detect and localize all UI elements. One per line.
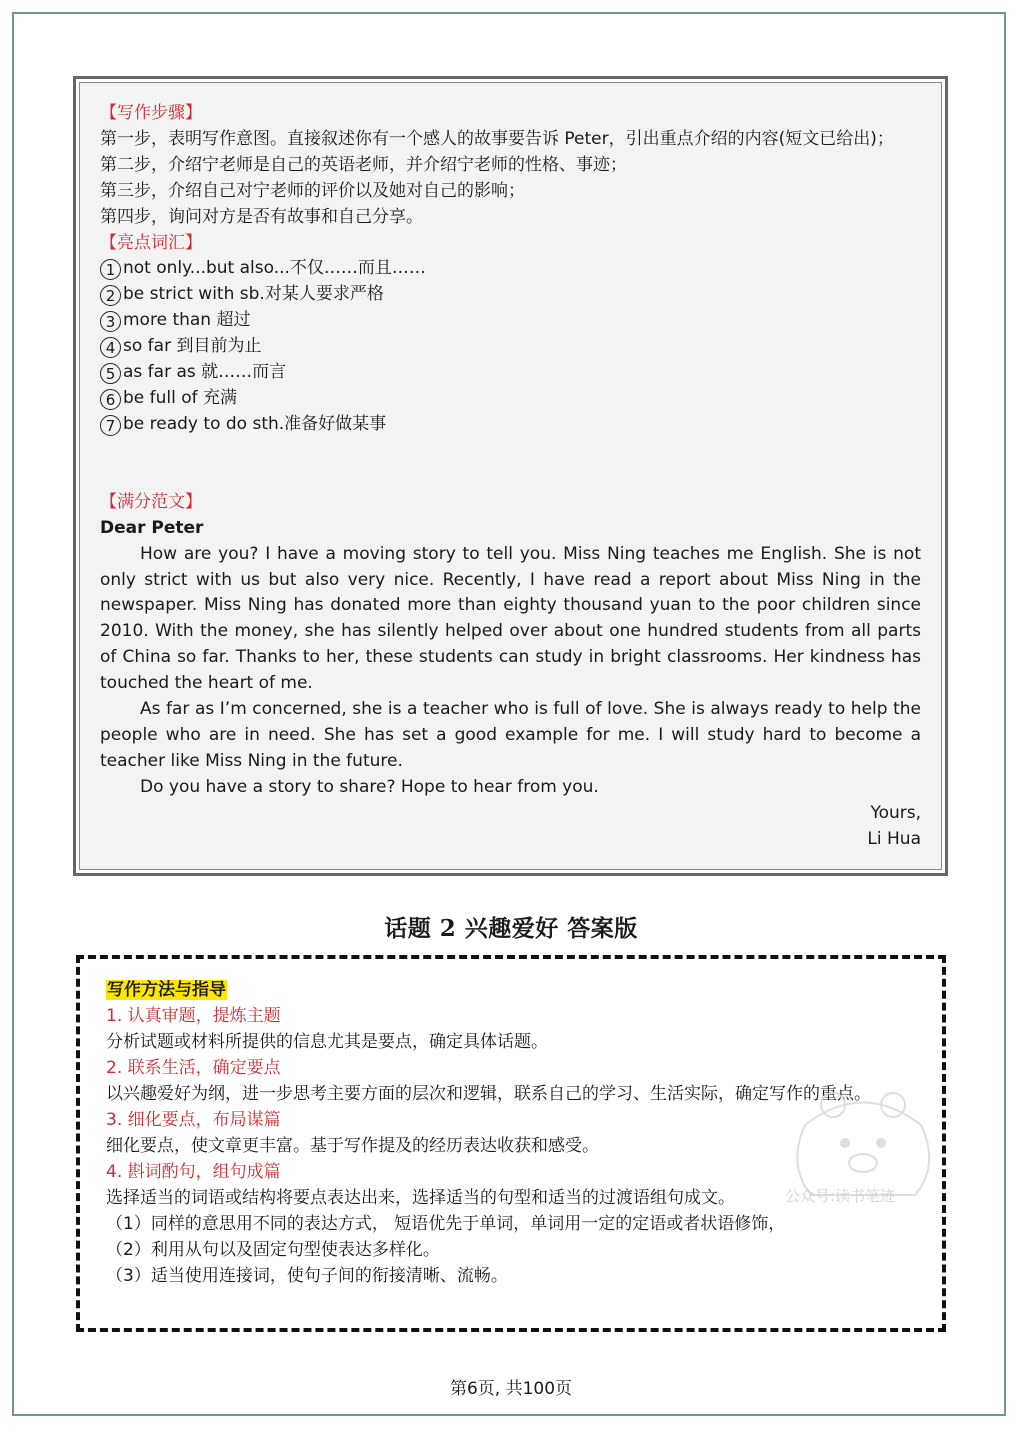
vocab-text: be strict with sb.对某人要求严格: [123, 284, 384, 305]
step-3: 第三步，介绍自己对宁老师的评价以及她对自己的影响；: [100, 180, 525, 201]
vocab-text: so far 到目前为止: [123, 336, 262, 357]
circled-number: 6: [100, 389, 121, 410]
method-heading: 3. 细化要点，布局谋篇: [106, 1110, 281, 1130]
vocab-item: [100, 256, 921, 282]
steps-header: 【写作步骤】: [100, 103, 202, 123]
method-body: 以兴趣爱好为纲，进一步思考主要方面的层次和逻辑，联系自己的学习、生活实际，确定写作的重点。: [106, 1084, 871, 1104]
step-1: 第一步，表明写作意图。直接叙述你有一个感人的故事要告诉 Peter，引出重点介绍的内容(短文已给出)；: [100, 128, 894, 149]
vocab-item: [100, 386, 921, 412]
vocab-item: [100, 282, 921, 308]
circled-number: 2: [100, 285, 121, 306]
essay-header: 【满分范文】: [100, 491, 202, 512]
essay-closing: Yours,: [870, 802, 921, 823]
method-body: 选择适当的词语或结构将要点表达出来，选择适当的句型和适当的过渡语组句成文。: [106, 1188, 735, 1208]
writing-guide-box: [73, 76, 948, 876]
page-number: 第6页, 共100页: [449, 1379, 573, 1399]
circled-number: 3: [100, 311, 121, 332]
vocab-text: more than 超过: [123, 310, 251, 331]
method-body: 细化要点，使文章更丰富。基于写作提及的经历表达收获和感受。: [106, 1136, 599, 1156]
vocab-item: [100, 412, 921, 438]
essay-salutation: Dear Peter: [100, 517, 204, 538]
essay-signature: Li Hua: [867, 828, 921, 849]
essay-paragraph: Do you have a story to share? Hope to hear from you.: [140, 776, 599, 797]
method-heading: 2. 联系生活，确定要点: [106, 1058, 281, 1078]
method-header: [106, 977, 918, 1003]
vocab-item: [100, 308, 921, 334]
topic-title: 话题 2 兴趣爱好 答案版: [384, 915, 638, 942]
method-subpoint: （2）利用从句以及固定句型使表达多样化。: [106, 1240, 440, 1260]
method-heading: 1. 认真审题，提炼主题: [106, 1006, 281, 1026]
circled-number: 4: [100, 337, 121, 358]
essay-paragraph: How are you? I have a moving story to tell you. Miss Ning teaches me English. She is not only strict with us but also very nice. Recently, I have read a report about Miss Ning in the newspaper. Miss Ning has donated more than eighty thousand yuan to the poor children since 2010. With the money, she has silently helped over about one hundred students from all parts of China so far. Thanks to her, these students can study in bright classrooms. Her kindness has touched the heart of me.: [100, 543, 921, 694]
method-subpoint: （1）同样的意思用不同的表达方式， 短语优先于单词，单词用一定的定语或者状语修饰，: [106, 1214, 786, 1234]
watermark-text: 公众号:读书笔迹: [785, 1187, 896, 1205]
vocab-item: [100, 334, 921, 360]
method-heading: 4. 斟词酌句，组句成篇: [106, 1162, 281, 1182]
spacer: [100, 438, 921, 490]
method-header-label: 写作方法与指导: [107, 980, 226, 1000]
writing-guide-content: [79, 82, 942, 870]
essay-paragraph: As far as I’m concerned, she is a teacher who is full of love. She is always ready to help the people who are in need. She has set a good example for me. I will study hard to become a teacher like Miss Ning in the future.: [100, 699, 921, 771]
circled-number: 5: [100, 363, 121, 384]
step-4: 第四步，询问对方是否有故事和自己分享。: [100, 206, 423, 227]
method-body: 分析试题或材料所提供的信息尤其是要点，确定具体话题。: [106, 1032, 548, 1052]
vocab-text: be full of 充满: [123, 387, 238, 408]
vocab-text: be ready to do sth.准备好做某事: [123, 413, 387, 434]
method-guide-box: [76, 955, 946, 1332]
circled-number: 7: [100, 415, 121, 436]
vocab-text: not only...but also...不仅……而且……: [123, 258, 426, 279]
method-subpoint: （3）适当使用连接词，使句子间的衔接清晰、流畅。: [106, 1266, 508, 1286]
vocab-item: [100, 360, 921, 386]
circled-number: 1: [100, 259, 121, 280]
vocab-header: 【亮点词汇】: [100, 232, 202, 253]
step-2: 第二步，介绍宁老师是自己的英语老师，并介绍宁老师的性格、事迹；: [100, 154, 627, 175]
vocab-text: as far as 就……而言: [123, 362, 287, 383]
